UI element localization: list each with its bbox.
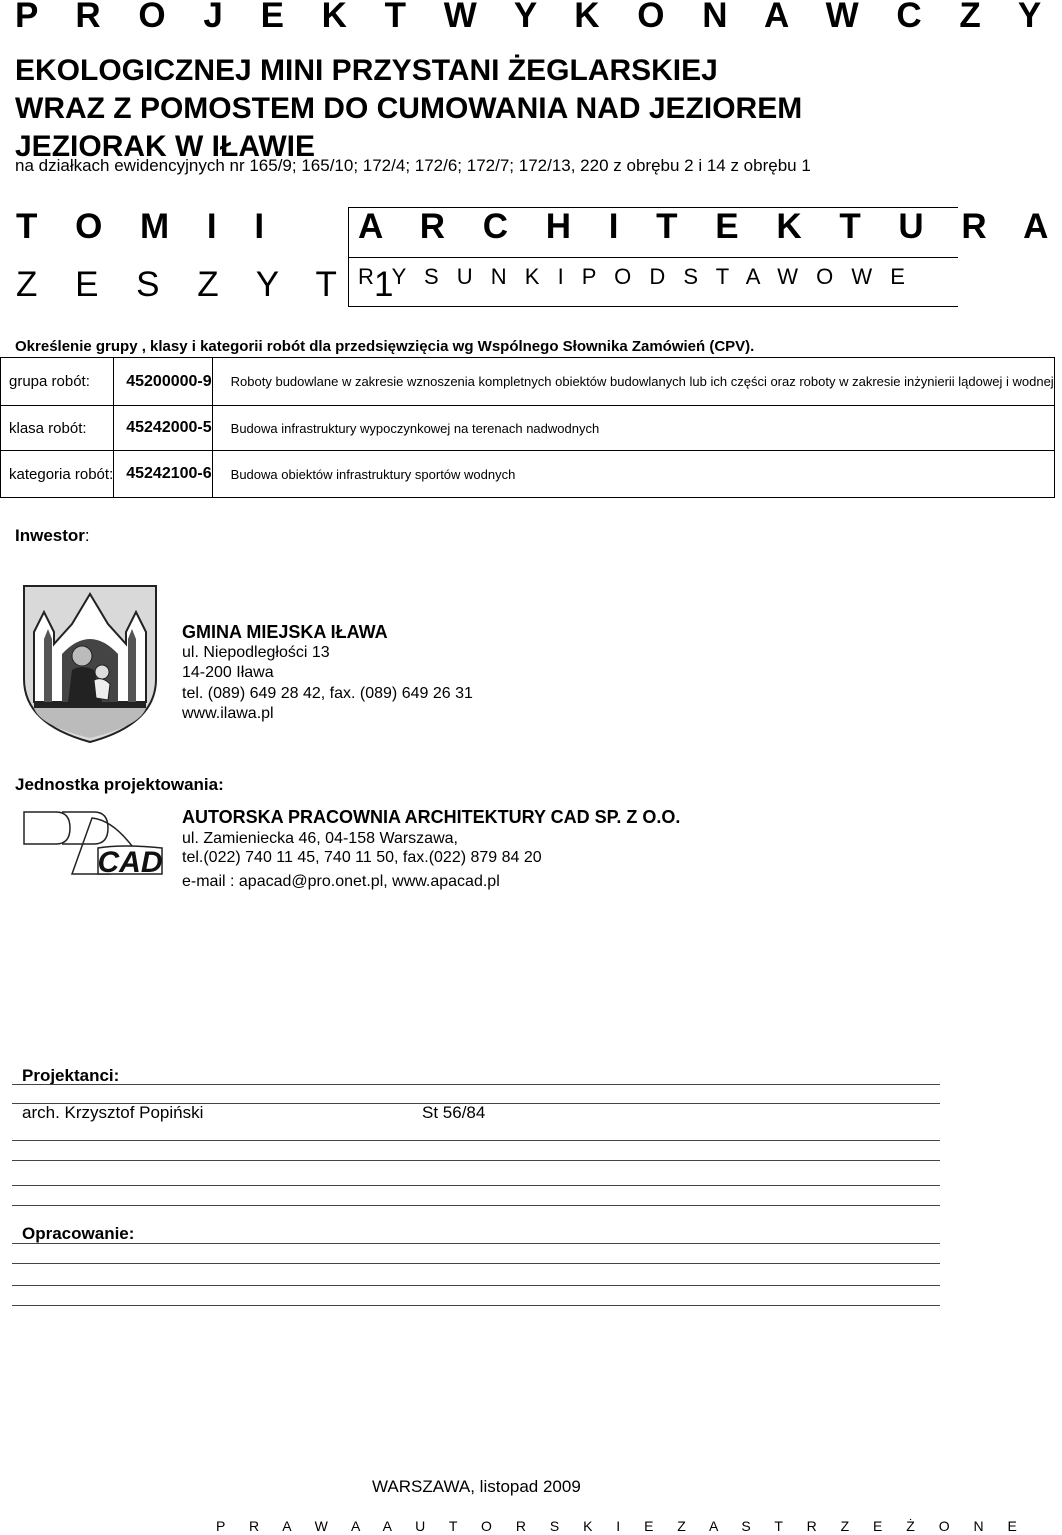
table-row: [1, 406, 1055, 451]
branch-subtitle: R Y S U N K I P O D S T A W O W E: [358, 264, 911, 289]
signature-line: [12, 1205, 940, 1206]
copyright-notice: P R A W A A U T O R S K I E Z A S T R Z E Ż O N E: [216, 1518, 1027, 1534]
design-unit-phone: tel.(022) 740 11 45, 740 11 50, fax.(022) 879 84 20: [182, 849, 542, 866]
table-row: [1, 451, 1055, 498]
cpv-description: Budowa infrastruktury wypoczynkowej na terenach nadwodnych: [212, 406, 1054, 451]
investor-website: www.ilawa.pl: [182, 705, 274, 722]
signature-line: [12, 1285, 940, 1286]
designer-license: St 56/84: [422, 1103, 486, 1122]
parcel-numbers: na działkach ewidencyjnych nr 165/9; 165/10; 172/4; 172/6; 172/7; 172/13, 220 z obrębu 2 i 14 z obrębu 1: [15, 156, 811, 175]
investor-heading-colon: :: [84, 526, 90, 545]
branch-title: A R C H I T E K T U R A: [358, 207, 1062, 246]
signature-line: [12, 1140, 940, 1141]
cad-logo-text: CAD: [97, 846, 163, 879]
design-unit-street: ul. Zamieniecka 46, 04-158 Warszawa,: [182, 830, 458, 847]
cpv-description: Budowa obiektów infrastruktury sportów wodnych: [212, 451, 1054, 498]
cpv-heading: Określenie grupy , klasy i kategorii robót dla przedsięwzięcia wg Wspólnego Słownika Zamówień (CPV).: [15, 338, 755, 355]
project-type-title: P R O J E K T W Y K O N A W C Z Y: [15, 0, 1056, 35]
cpv-code: 45200000-9: [114, 358, 212, 406]
investor-city: 14-200 Iława: [182, 664, 274, 681]
volume-box: [8, 207, 1062, 307]
cpv-description: Roboty budowlane w zakresie wznoszenia kompletnych obiektów budowlanych lub ich części oraz roboty w zakresie inżynierii lądowej i wodnej: [212, 358, 1054, 406]
cpv-label: klasa robót:: [1, 406, 114, 451]
project-title-line-3: JEZIORAK W IŁAWIE: [15, 130, 315, 163]
investor-heading-label: Inwestor: [15, 526, 85, 545]
cpv-code: 45242000-5: [114, 406, 212, 451]
design-unit-details: [182, 808, 680, 891]
cpv-code: 45242100-6: [114, 451, 212, 498]
volume-box-bottom-border: [348, 306, 958, 307]
signature-line: [12, 1243, 940, 1244]
signature-line: [12, 1185, 940, 1186]
investor-phone: tel. (089) 649 28 42, fax. (089) 649 26 31: [182, 684, 473, 702]
project-title-line-1: EKOLOGICZNEJ MINI PRZYSTANI ŻEGLARSKIEJ: [15, 54, 718, 87]
design-unit-name: AUTORSKA PRACOWNIA ARCHITEKTURY CAD SP. Z O.O.: [182, 807, 681, 827]
signature-line: [12, 1263, 940, 1264]
signature-line: [12, 1084, 940, 1085]
investor-details: [182, 622, 473, 725]
volume-number: T O M I I: [16, 207, 279, 246]
booklet-number: Z E S Z Y T 1: [16, 265, 408, 304]
table-row: [1, 358, 1055, 406]
project-title: [15, 52, 955, 166]
signature-line: [12, 1160, 940, 1161]
project-title-line-2: WRAZ Z POMOSTEM DO CUMOWANIA NAD JEZIOREM: [15, 92, 803, 125]
design-unit-heading: Jednostka projektowania:: [15, 775, 224, 794]
coat-of-arms-icon: [22, 584, 158, 744]
designers-heading: Projektanci:: [22, 1066, 120, 1085]
cpv-label: grupa robót:: [1, 358, 114, 406]
investor-heading: [15, 526, 90, 546]
cpv-label: kategoria robót:: [1, 451, 114, 498]
cad-logo-icon: [22, 808, 164, 879]
investor-name: GMINA MIEJSKA IŁAWA: [182, 622, 388, 642]
cpv-table: [0, 357, 1055, 498]
place-and-date: WARSZAWA, listopad 2009: [372, 1477, 581, 1496]
investor-street: ul. Niepodległości 13: [182, 643, 330, 661]
volume-box-mid-border: [348, 257, 958, 258]
signature-line: [12, 1305, 940, 1306]
signature-line: [12, 1103, 940, 1104]
designer-name: arch. Krzysztof Popiński: [22, 1103, 204, 1122]
design-unit-email: e-mail : apacad@pro.onet.pl, www.apacad.pl: [182, 873, 500, 890]
prepared-heading: Opracowanie:: [22, 1224, 135, 1243]
